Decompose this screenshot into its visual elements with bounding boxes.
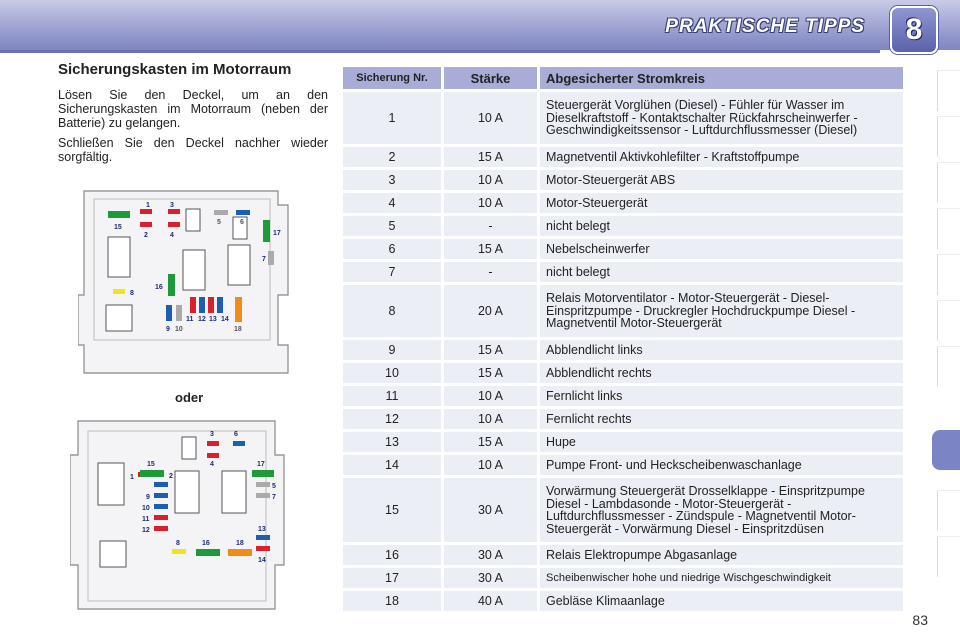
fuse-number: 3 bbox=[343, 170, 441, 190]
fuse-circuit: Hupe bbox=[537, 432, 903, 452]
table-row bbox=[343, 193, 903, 213]
fuse-label: 2 bbox=[144, 232, 148, 239]
fuse-rating: 20 A bbox=[441, 285, 537, 337]
table-row bbox=[343, 455, 903, 475]
fuse-circuit: Motor-Steuergerät ABS bbox=[537, 170, 903, 190]
fuse-label: 7 bbox=[272, 494, 276, 501]
fuse-label: 13 bbox=[209, 316, 217, 323]
fuse-circuit: Scheibenwischer hohe und niedrige Wischgeschwindigkeit bbox=[537, 568, 903, 588]
fuse-circuit: Fernlicht links bbox=[537, 386, 903, 406]
fuse-number: 11 bbox=[343, 386, 441, 406]
instruction-close: Schließen Sie den Deckel nachher wieder sorgfältig. bbox=[58, 136, 328, 164]
column-header-circuit: Abgesicherter Stromkreis bbox=[537, 67, 903, 89]
fuse-number: 5 bbox=[343, 216, 441, 236]
fuse-rating: 10 A bbox=[441, 193, 537, 213]
chapter-tab[interactable] bbox=[937, 116, 960, 157]
fuse-label: 2 bbox=[169, 473, 173, 480]
fuse-label: 14 bbox=[258, 557, 266, 564]
table-row bbox=[343, 591, 903, 611]
table-row bbox=[343, 545, 903, 565]
fuse-label: 1 bbox=[130, 474, 134, 481]
fuse-circuit: Magnetventil Aktivkohlefilter - Kraftstoffpumpe bbox=[537, 147, 903, 167]
fuse-number: 9 bbox=[343, 340, 441, 360]
fuse-table bbox=[343, 64, 903, 614]
header-divider bbox=[0, 50, 880, 53]
fuse-rating: 30 A bbox=[441, 545, 537, 565]
fuse-label: 16 bbox=[155, 284, 163, 291]
fuse-circuit: Gebläse Klimaanlage bbox=[537, 591, 903, 611]
table-row bbox=[343, 409, 903, 429]
fuse-rating: 10 A bbox=[441, 92, 537, 144]
fuse-label: 6 bbox=[234, 431, 238, 438]
table-row bbox=[343, 568, 903, 588]
fuse-label: 6 bbox=[240, 219, 244, 226]
fuse-circuit: Vorwärmung Steuergerät Drosselklappe - Einspritzpumpe Diesel - Lambdasonde - Motor-Steuergerät - Luftdurchflussmesser - Zündspule - Magnetventil Motor-Steuergerät - Vorwärmung Diesel - Einspritzdüsen bbox=[537, 478, 903, 542]
chapter-tab[interactable] bbox=[937, 70, 960, 111]
fuse-rating: 15 A bbox=[441, 239, 537, 259]
table-row bbox=[343, 170, 903, 190]
chapter-tabs bbox=[930, 70, 960, 580]
or-label: oder bbox=[175, 390, 204, 405]
fuse-circuit: nicht belegt bbox=[537, 262, 903, 282]
fuse-label: 9 bbox=[146, 494, 150, 501]
fuse-circuit: Abblendlicht links bbox=[537, 340, 903, 360]
fuse-rating: 30 A bbox=[441, 568, 537, 588]
table-row bbox=[343, 340, 903, 360]
table-row bbox=[343, 147, 903, 167]
fuse-label: 10 bbox=[175, 326, 183, 333]
fuse-rating: 10 A bbox=[441, 170, 537, 190]
fuse-label: 5 bbox=[272, 483, 276, 490]
fuse-label: 7 bbox=[262, 256, 266, 263]
fuse-box-diagram-2 bbox=[70, 415, 290, 615]
chapter-tab[interactable] bbox=[937, 208, 960, 249]
chapter-tab[interactable] bbox=[937, 254, 960, 295]
chapter-title: PRAKTISCHE TIPPS bbox=[665, 16, 865, 37]
header-bar bbox=[0, 0, 960, 50]
fuse-number: 1 bbox=[343, 92, 441, 144]
fuse-circuit: Pumpe Front- und Heckscheibenwaschanlage bbox=[537, 455, 903, 475]
fuse-circuit: Relais Motorventilator - Motor-Steuergerät - Diesel-Einspritzpumpe - Druckregler Hochdruckpumpe Diesel - Magnetventil Motor-Steuergerät bbox=[537, 285, 903, 337]
column-header-number: Sicherung Nr. bbox=[343, 67, 441, 89]
fuse-label: 8 bbox=[130, 290, 134, 297]
fuse-label: 17 bbox=[273, 230, 281, 237]
fuse-label: 4 bbox=[210, 461, 214, 468]
table-row bbox=[343, 363, 903, 383]
table-row bbox=[343, 285, 903, 337]
fuse-rating: 10 A bbox=[441, 455, 537, 475]
fuse-number: 15 bbox=[343, 478, 441, 542]
fuse-number: 4 bbox=[343, 193, 441, 213]
fuse-rating: 40 A bbox=[441, 591, 537, 611]
fuse-box-diagram-1 bbox=[78, 185, 293, 380]
fuse-circuit: Steuergerät Vorglühen (Diesel) - Fühler für Wasser im Dieselkraftstoff - Kontaktschalter Rückfahrscheinwerfer - Geschwindigkeitssensor - Luftdurchflussmesser (Diesel) bbox=[537, 92, 903, 144]
chapter-tab[interactable] bbox=[937, 536, 960, 577]
fuse-label: 3 bbox=[210, 431, 214, 438]
fuse-number: 2 bbox=[343, 147, 441, 167]
chapter-number-badge: 8 bbox=[890, 6, 938, 54]
fuse-rating: 15 A bbox=[441, 432, 537, 452]
fuse-circuit: Nebelscheinwerfer bbox=[537, 239, 903, 259]
fuse-label: 17 bbox=[257, 461, 265, 468]
fuse-rating: 10 A bbox=[441, 409, 537, 429]
fuse-circuit: Motor-Steuergerät bbox=[537, 193, 903, 213]
fuse-number: 16 bbox=[343, 545, 441, 565]
fuse-rating: 15 A bbox=[441, 363, 537, 383]
fuse-circuit: Fernlicht rechts bbox=[537, 409, 903, 429]
section-title: Sicherungskasten im Motorraum bbox=[58, 61, 292, 78]
table-row bbox=[343, 478, 903, 542]
fuse-rating: 10 A bbox=[441, 386, 537, 406]
table-row bbox=[343, 92, 903, 144]
fuse-label: 15 bbox=[114, 224, 122, 231]
chapter-tab[interactable] bbox=[937, 346, 960, 387]
fuse-label: 4 bbox=[170, 232, 174, 239]
fuse-label: 13 bbox=[258, 526, 266, 533]
column-header-rating: Stärke bbox=[441, 67, 537, 89]
fuse-number: 18 bbox=[343, 591, 441, 611]
table-header-row bbox=[343, 67, 903, 89]
table-row bbox=[343, 239, 903, 259]
fuse-label: 8 bbox=[176, 540, 180, 547]
fuse-label: 14 bbox=[221, 316, 229, 323]
fuse-circuit: Abblendlicht rechts bbox=[537, 363, 903, 383]
table-row bbox=[343, 432, 903, 452]
fuse-number: 8 bbox=[343, 285, 441, 337]
fuse-label: 12 bbox=[198, 316, 206, 323]
fuse-label: 9 bbox=[166, 326, 170, 333]
fuse-label: 3 bbox=[170, 202, 174, 209]
intro-section bbox=[58, 62, 328, 170]
table-row bbox=[343, 262, 903, 282]
chapter-tab-active[interactable] bbox=[932, 430, 960, 470]
chapter-tab[interactable] bbox=[937, 300, 960, 341]
fuse-number: 13 bbox=[343, 432, 441, 452]
fuse-label: 16 bbox=[202, 540, 210, 547]
fuse-number: 14 bbox=[343, 455, 441, 475]
fuse-number: 10 bbox=[343, 363, 441, 383]
fuse-rating: 15 A bbox=[441, 147, 537, 167]
fuse-label: 15 bbox=[147, 461, 155, 468]
fuse-label: 11 bbox=[186, 316, 194, 323]
table-row bbox=[343, 386, 903, 406]
fuse-label: 1 bbox=[146, 202, 150, 209]
fuse-circuit: Relais Elektropumpe Abgasanlage bbox=[537, 545, 903, 565]
fuse-label: 18 bbox=[236, 540, 244, 547]
fuse-number: 7 bbox=[343, 262, 441, 282]
page-number: 83 bbox=[912, 612, 928, 628]
fuse-label: 11 bbox=[142, 516, 150, 523]
fuse-rating: - bbox=[441, 262, 537, 282]
fuse-number: 6 bbox=[343, 239, 441, 259]
table-row bbox=[343, 216, 903, 236]
fuse-label: 5 bbox=[217, 219, 221, 226]
fuse-circuit: nicht belegt bbox=[537, 216, 903, 236]
chapter-tab[interactable] bbox=[937, 490, 960, 531]
fuse-label: 18 bbox=[234, 326, 242, 333]
fuse-rating: 15 A bbox=[441, 340, 537, 360]
fuse-label: 12 bbox=[142, 527, 150, 534]
fuse-number: 12 bbox=[343, 409, 441, 429]
fuse-rating: - bbox=[441, 216, 537, 236]
fuse-rating: 30 A bbox=[441, 478, 537, 542]
fuse-label: 10 bbox=[142, 505, 150, 512]
instruction-open: Lösen Sie den Deckel, um an den Sicherungskasten im Motorraum (neben der Batterie) zu gelangen. bbox=[58, 88, 328, 130]
fuse-number: 17 bbox=[343, 568, 441, 588]
chapter-tab[interactable] bbox=[937, 162, 960, 203]
